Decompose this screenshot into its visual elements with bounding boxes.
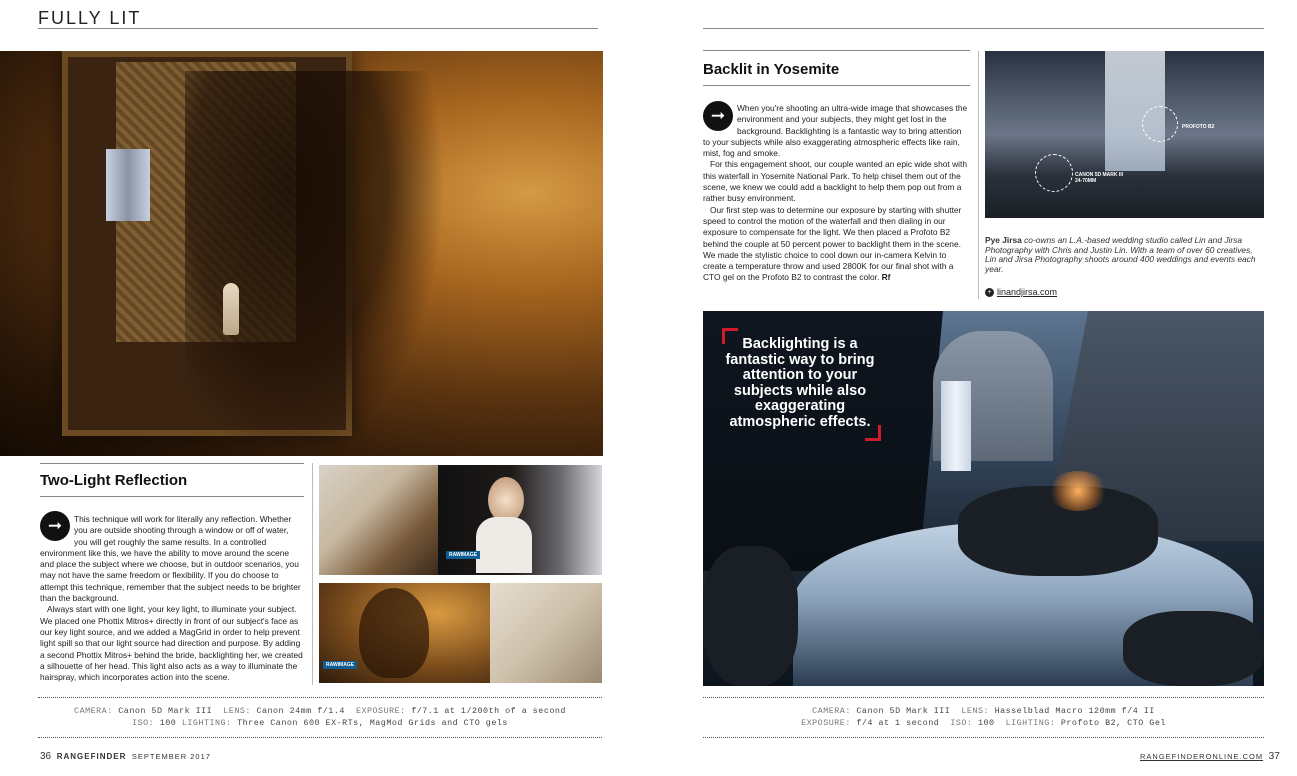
caption-key: LENS: — [223, 706, 251, 716]
title-rule — [40, 496, 304, 497]
plus-circle-icon: + — [985, 288, 994, 297]
raw-image-label: RAWIMAGE — [323, 661, 357, 669]
raw-image-label: RAWIMAGE — [446, 551, 480, 559]
page-number: 36 — [40, 751, 52, 762]
highlight-circle — [1035, 154, 1073, 192]
article-body-right — [703, 103, 970, 284]
caption-key: ISO: — [950, 717, 973, 728]
website-link[interactable] — [985, 287, 1057, 297]
article-title-right: Backlit in Yosemite — [703, 61, 840, 78]
paragraph: When you're shooting an ultra-wide image that showcases the environment and your subjects, they might get lost in the background. Backlighting is a fantastic way to bring attention to your subjects while also exaggerating atmospheric effects like rain, mist, fog and smoke. — [703, 103, 968, 159]
article-title-left: Two-Light Reflection — [40, 472, 188, 489]
pull-quote: Backlighting is a fantastic way to bring attention to your subjects while also exaggerating atmospheric effects. — [725, 336, 875, 430]
paragraph: Always start with one light, your key light, to illuminate your subject. We placed one Phottix Mitros+ directly in front of our subject's face as our key light source, and we added a MagGrid in order to help prevent light spill so that our light source had direction and purpose. By adding a second Phottix Mitros+ behind the bride, backlighting her, we created a silhouette of her head. This light also acts as a way to illuminate the hairspray, which incorporates action into the scene. — [40, 604, 303, 683]
title-rule — [703, 85, 970, 86]
highlight-circle — [1142, 106, 1178, 142]
caption-value: Hasselblad Macro 120mm f/4 II — [994, 706, 1155, 716]
bride-reflection — [223, 283, 239, 335]
caption-key: LENS: — [961, 706, 990, 716]
column-divider — [978, 51, 979, 299]
caption-value: 100 — [977, 717, 995, 728]
caption-key: LIGHTING: — [1005, 717, 1056, 728]
caption-key: LIGHTING: — [181, 717, 232, 728]
paragraph: Our first step was to determine our exposure by starting with shutter speed to control the motion of the waterfall and then dialing in our exposure to compensate for the light. We then placed a Profoto B2 behind the couple at 50 percent power to backlight them in the scene. We made the stylistic choice to cool down our in-camera Kelvin to create a temperature throw and used 2800K for our final shot with a CTO gel on the Profoto B2 to contrast the color. — [703, 204, 962, 283]
caption-value: Canon 5D Mark III — [118, 706, 213, 716]
caption-value: 100 — [159, 717, 177, 728]
column-divider — [312, 463, 313, 685]
backlight-glow — [1048, 471, 1108, 511]
folio-left — [40, 751, 211, 762]
waterfall — [941, 381, 971, 471]
section-header: FULLY LIT — [38, 8, 142, 28]
header-rule-left — [38, 28, 598, 29]
author-name: Pye Jirsa — [985, 235, 1022, 245]
author-bio — [985, 236, 1264, 275]
caption-value: Canon 24mm f/1.4 — [256, 706, 345, 716]
foreground-rock — [703, 546, 798, 686]
caption-value: f/7.1 at 1/200th of a second — [411, 706, 566, 716]
bride-robe — [476, 517, 532, 573]
behind-scenes-photo-1b — [438, 465, 602, 575]
quote-corner-mark — [865, 425, 881, 441]
website-url[interactable]: linandjirsa.com — [997, 287, 1058, 297]
dotted-rule — [703, 697, 1264, 698]
waterfall-setup-photo — [985, 51, 1264, 218]
caption-key: CAMERA: — [812, 706, 851, 716]
arrow-right-icon: ➞ — [40, 511, 70, 541]
page-number: 37 — [1268, 751, 1280, 762]
gear-tag: CANON 5D MARK III 24-70MM — [1075, 172, 1124, 184]
caption-value: Profoto B2, CTO Gel — [1060, 717, 1166, 728]
magazine-name: RANGEFINDER — [56, 752, 127, 761]
behind-scenes-photo-2b — [490, 583, 602, 683]
behind-scenes-photo-1a — [319, 465, 438, 575]
title-rule — [40, 463, 304, 464]
caption-value: Canon 5D Mark III — [856, 706, 951, 716]
article-body-left — [40, 514, 304, 683]
arrow-right-icon: ➞ — [703, 101, 733, 131]
end-mark: Rf — [881, 272, 891, 283]
header-rule-right — [703, 28, 1264, 29]
behind-scenes-photo-2a — [319, 583, 490, 683]
caption-value: Three Canon 600 EX-RTs, MagMod Grids and CTO gels — [237, 717, 508, 728]
caption-key: EXPOSURE: — [801, 717, 851, 728]
window-reflection — [106, 149, 150, 221]
caption-key: EXPOSURE: — [355, 706, 406, 716]
website-footer[interactable]: RANGEFINDERONLINE.COM — [1140, 752, 1264, 761]
head-silhouette-shadow — [185, 71, 445, 456]
caption-key: CAMERA: — [74, 706, 113, 716]
paragraph: For this engagement shoot, our couple wanted an epic wide shot with this waterfall in Yosemite National Park. To help chisel them out of the scene, we knew we could add a backlight to help them pop out from a rather busy environment. — [703, 159, 967, 204]
camera-settings-right — [703, 706, 1264, 729]
folio-right — [1140, 751, 1280, 762]
bio-text: co-owns an L.A.-based wedding studio called Lin and Jirsa Photography with Chris and Justin Lin. With a team of over 60 creatives, Lin and Jirsa Photography shoots around 400 weddings and events each year. — [985, 235, 1256, 275]
dotted-rule — [38, 737, 602, 738]
caption-key: ISO: — [132, 717, 155, 728]
dotted-rule — [38, 697, 602, 698]
camera-settings-left — [38, 706, 602, 729]
hero-photo-silhouette — [0, 51, 603, 456]
gear-tag: PROFOTO B2 — [1182, 124, 1215, 130]
dotted-rule — [703, 737, 1264, 738]
paragraph: This technique will work for literally any reflection. Whether you are outside shooting through a window or off of water, you will get roughly the same results. In a controlled environment like this, we have the ability to move around the scene and place the subject where we choose, but in outdoor scenarios, you may not have the same freedom or flexibility. If you do choose to attempt this technique, remember that the subject needs to be brighter than the background. — [40, 514, 301, 604]
caption-value: f/4 at 1 second — [856, 717, 940, 728]
silhouette-shape — [359, 588, 429, 678]
title-rule — [703, 50, 970, 51]
issue-date: SEPTEMBER 2017 — [131, 752, 211, 761]
foreground-rock — [1123, 611, 1264, 686]
